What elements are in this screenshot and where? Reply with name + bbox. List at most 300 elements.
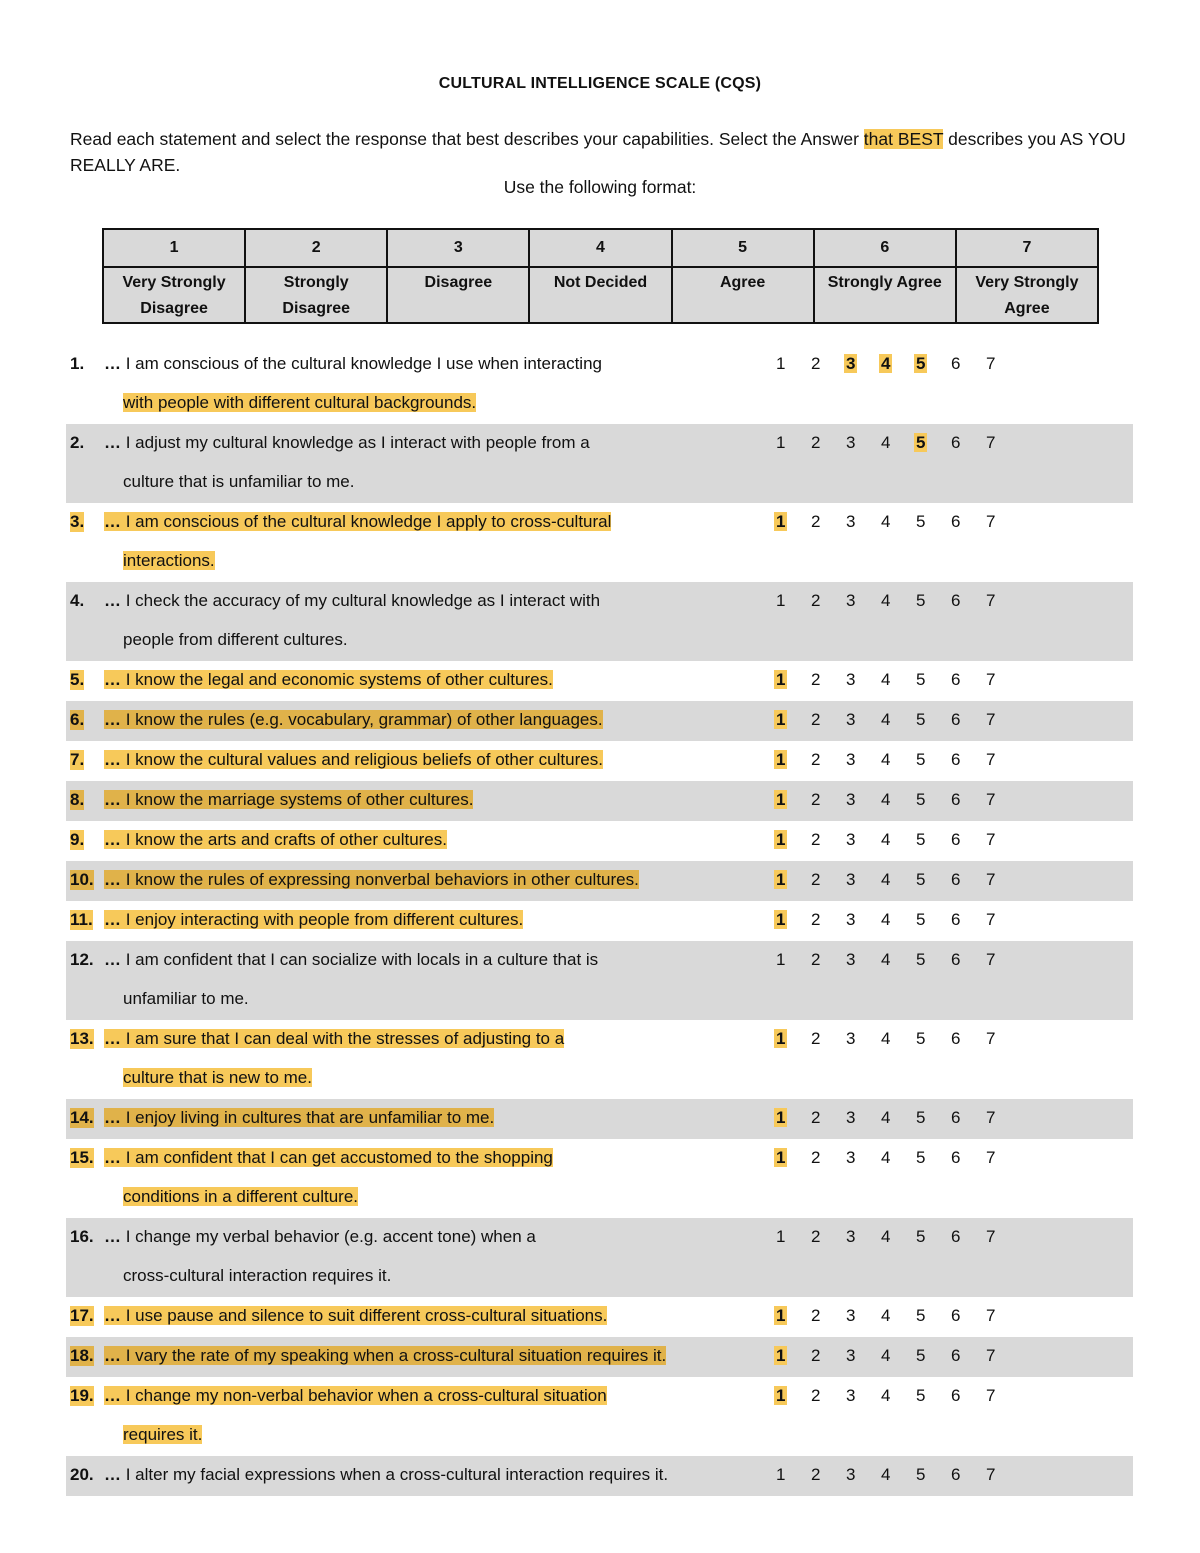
statement-line-1: I alter my facial expressions when a cross-cultural interaction requires it. (121, 1465, 669, 1484)
statement-ellipsis: … (104, 1108, 121, 1127)
statement-continuation (123, 630, 348, 649)
rating-option-6[interactable]: 6 (951, 790, 961, 809)
statement-row (66, 701, 1133, 741)
statement-line-2: unfamiliar to me. (123, 989, 249, 1008)
statement-ellipsis: … (104, 354, 121, 373)
instructions-text: Read each statement and select the response that best describes your capabilities. Select the Answer (70, 129, 864, 149)
rating-option-5[interactable]: 5 (916, 354, 926, 373)
rating-option-7[interactable]: 7 (986, 512, 996, 531)
statement-ellipsis: … (104, 830, 121, 849)
statement-ellipsis: … (104, 433, 121, 452)
rating-option-3[interactable]: 3 (846, 950, 856, 969)
rating-option-1[interactable]: 1 (776, 790, 786, 809)
rating-option-6[interactable]: 6 (951, 433, 961, 452)
scale-number: 3 (387, 229, 529, 267)
statement-text (104, 1346, 824, 1365)
rating-option-1[interactable]: 1 (776, 1465, 786, 1484)
rating-option-3[interactable]: 3 (846, 1148, 856, 1167)
rating-option-6[interactable]: 6 (951, 670, 961, 689)
rating-option-3[interactable]: 3 (846, 512, 856, 531)
rating-option-7[interactable]: 7 (986, 950, 996, 969)
statement-line-1: I know the rules of expressing nonverbal behaviors in other cultures. (121, 870, 639, 889)
rating-option-1[interactable]: 1 (776, 1386, 786, 1405)
statement-line-2: interactions. (123, 551, 215, 570)
rating-option-2[interactable]: 2 (811, 1029, 821, 1048)
statement-continuation (123, 989, 249, 1008)
rating-option-2[interactable]: 2 (811, 1108, 821, 1127)
instructions (70, 126, 1140, 178)
rating-option-4[interactable]: 4 (881, 710, 891, 729)
statement-number: 11. (70, 910, 93, 929)
statement-line-1: I enjoy living in cultures that are unfamiliar to me. (121, 1108, 495, 1127)
rating-option-6[interactable]: 6 (951, 950, 961, 969)
statement-row (66, 861, 1133, 901)
statement-line-2: culture that is new to me. (123, 1068, 312, 1087)
rating-option-2[interactable]: 2 (811, 790, 821, 809)
rating-option-5[interactable]: 5 (916, 591, 926, 610)
statement-line-2: culture that is unfamiliar to me. (123, 472, 355, 491)
scale-number: 5 (672, 229, 814, 267)
rating-option-6[interactable]: 6 (951, 1386, 961, 1405)
rating-option-6[interactable]: 6 (951, 512, 961, 531)
statement-row (66, 781, 1133, 821)
statement-list (66, 345, 1133, 1496)
statement-text (104, 830, 824, 849)
rating-option-7[interactable]: 7 (986, 750, 996, 769)
rating-option-6[interactable]: 6 (951, 1346, 961, 1365)
rating-options (774, 1386, 1019, 1405)
rating-option-6[interactable]: 6 (951, 870, 961, 889)
rating-option-1[interactable]: 1 (776, 1148, 786, 1167)
rating-option-7[interactable]: 7 (986, 1386, 996, 1405)
statement-text (104, 1108, 824, 1127)
statement-line-1: I change my verbal behavior (e.g. accent tone) when a (121, 1227, 536, 1246)
rating-option-3[interactable]: 3 (846, 1346, 856, 1365)
scale-label: Agree (672, 267, 814, 323)
rating-options (774, 1108, 1019, 1127)
rating-option-2[interactable]: 2 (811, 710, 821, 729)
statement-row (66, 821, 1133, 861)
rating-option-3[interactable]: 3 (846, 750, 856, 769)
statement-row (66, 1139, 1133, 1218)
rating-option-5[interactable]: 5 (916, 790, 926, 809)
instructions-text-end: describes you AS YOU REALLY ARE. (70, 129, 1126, 175)
rating-option-1[interactable]: 1 (776, 950, 786, 969)
rating-option-4[interactable]: 4 (881, 950, 891, 969)
statement-ellipsis: … (104, 1227, 121, 1246)
statement-text (104, 1386, 824, 1405)
rating-options (774, 750, 1019, 769)
statement-line-1: I know the rules (e.g. vocabulary, grammar) of other languages. (121, 710, 603, 729)
statement-row (66, 1377, 1133, 1456)
rating-option-3[interactable]: 3 (846, 433, 856, 452)
rating-option-4[interactable]: 4 (881, 1148, 891, 1167)
rating-option-4[interactable]: 4 (881, 1386, 891, 1405)
statement-ellipsis: … (104, 1029, 121, 1048)
statement-continuation (123, 1187, 358, 1206)
rating-option-7[interactable]: 7 (986, 870, 996, 889)
statement-line-1: I am confident that I can socialize with locals in a culture that is (121, 950, 599, 969)
statement-line-1: I check the accuracy of my cultural knowledge as I interact with (121, 591, 601, 610)
rating-option-1[interactable]: 1 (776, 710, 786, 729)
scale-label: Strongly Disagree (245, 267, 387, 323)
scale-label: Very Strongly Agree (956, 267, 1098, 323)
scale-number: 6 (814, 229, 956, 267)
rating-options (774, 1306, 1019, 1325)
rating-option-2[interactable]: 2 (811, 1386, 821, 1405)
rating-option-5[interactable]: 5 (916, 910, 926, 929)
rating-option-2[interactable]: 2 (811, 830, 821, 849)
statement-number: 5. (70, 670, 85, 689)
statement-text (104, 1029, 824, 1048)
scale-number-row (103, 229, 1098, 267)
statement-ellipsis: … (104, 950, 121, 969)
format-line: Use the following format: (503, 177, 697, 197)
rating-option-6[interactable]: 6 (951, 1108, 961, 1127)
rating-option-4[interactable]: 4 (881, 512, 891, 531)
rating-option-5[interactable]: 5 (916, 1386, 926, 1405)
statement-line-1: I know the legal and economic systems of other cultures. (121, 670, 553, 689)
scale-table (102, 228, 1099, 324)
statement-number: 17. (70, 1306, 94, 1325)
rating-option-5[interactable]: 5 (916, 1306, 926, 1325)
statement-number: 15. (70, 1148, 94, 1167)
rating-option-7[interactable]: 7 (986, 1148, 996, 1167)
rating-option-2[interactable]: 2 (811, 1346, 821, 1365)
rating-option-7[interactable]: 7 (986, 1346, 996, 1365)
rating-option-5[interactable]: 5 (916, 1029, 926, 1048)
rating-option-1[interactable]: 1 (776, 1227, 786, 1246)
statement-number: 3. (70, 512, 85, 531)
statement-row (66, 1456, 1133, 1496)
statement-number: 8. (70, 790, 85, 809)
rating-option-6[interactable]: 6 (951, 750, 961, 769)
statement-row (66, 345, 1133, 424)
rating-option-5[interactable]: 5 (916, 512, 926, 531)
statement-number: 7. (70, 750, 85, 769)
rating-option-7[interactable]: 7 (986, 1306, 996, 1325)
rating-option-6[interactable]: 6 (951, 830, 961, 849)
rating-option-7[interactable]: 7 (986, 910, 996, 929)
statement-text (104, 1227, 824, 1246)
rating-option-1[interactable]: 1 (776, 1108, 786, 1127)
rating-option-7[interactable]: 7 (986, 790, 996, 809)
rating-option-3[interactable]: 3 (846, 830, 856, 849)
rating-option-5[interactable]: 5 (916, 870, 926, 889)
rating-option-5[interactable]: 5 (916, 950, 926, 969)
rating-option-4[interactable]: 4 (881, 1029, 891, 1048)
rating-option-3[interactable]: 3 (846, 1386, 856, 1405)
rating-option-2[interactable]: 2 (811, 670, 821, 689)
rating-option-3[interactable]: 3 (846, 910, 856, 929)
statement-number: 16. (70, 1227, 94, 1246)
rating-option-2[interactable]: 2 (811, 1306, 821, 1325)
rating-options (774, 790, 1019, 809)
statement-row (66, 661, 1133, 701)
statement-line-2: requires it. (123, 1425, 203, 1444)
rating-options (774, 433, 1019, 452)
rating-options (774, 354, 1019, 373)
statement-ellipsis: … (104, 710, 121, 729)
statement-ellipsis: … (104, 1465, 121, 1484)
statement-line-1: I know the arts and crafts of other cultures. (121, 830, 447, 849)
statement-line-2: conditions in a different culture. (123, 1187, 358, 1206)
statement-line-1: I am sure that I can deal with the stresses of adjusting to a (121, 1029, 565, 1048)
rating-option-4[interactable]: 4 (881, 591, 891, 610)
rating-option-3[interactable]: 3 (846, 870, 856, 889)
rating-option-4[interactable]: 4 (881, 1227, 891, 1246)
statement-text (104, 512, 824, 531)
rating-option-6[interactable]: 6 (951, 1465, 961, 1484)
rating-option-1[interactable]: 1 (776, 750, 786, 769)
rating-option-3[interactable]: 3 (846, 1306, 856, 1325)
statement-continuation (123, 1068, 312, 1087)
statement-number: 14. (70, 1108, 94, 1127)
statement-row (66, 941, 1133, 1020)
statement-number: 2. (70, 433, 85, 452)
rating-option-5[interactable]: 5 (916, 1148, 926, 1167)
rating-option-1[interactable]: 1 (776, 433, 786, 452)
statement-text (104, 950, 824, 969)
rating-options (774, 670, 1019, 689)
statement-ellipsis: … (104, 1386, 121, 1405)
rating-options (774, 870, 1019, 889)
rating-option-2[interactable]: 2 (811, 354, 821, 373)
rating-option-1[interactable]: 1 (776, 830, 786, 849)
rating-options (774, 1227, 1019, 1246)
rating-option-2[interactable]: 2 (811, 1148, 821, 1167)
rating-option-7[interactable]: 7 (986, 1029, 996, 1048)
rating-option-5[interactable]: 5 (916, 1346, 926, 1365)
rating-option-7[interactable]: 7 (986, 710, 996, 729)
scale-number: 7 (956, 229, 1098, 267)
rating-option-4[interactable]: 4 (881, 750, 891, 769)
statement-ellipsis: … (104, 910, 121, 929)
rating-option-1[interactable]: 1 (776, 354, 786, 373)
rating-options (774, 710, 1019, 729)
rating-option-1[interactable]: 1 (776, 591, 786, 610)
statement-text (104, 710, 824, 729)
rating-option-4[interactable]: 4 (881, 1306, 891, 1325)
instructions-highlight: that BEST (863, 129, 944, 149)
rating-option-5[interactable]: 5 (916, 710, 926, 729)
statement-text (104, 910, 824, 929)
page-title: CULTURAL INTELLIGENCE SCALE (CQS) (438, 75, 762, 92)
statement-row (66, 1020, 1133, 1099)
rating-option-4[interactable]: 4 (881, 1465, 891, 1484)
statement-ellipsis: … (104, 750, 121, 769)
rating-option-4[interactable]: 4 (881, 433, 891, 452)
rating-option-1[interactable]: 1 (776, 512, 786, 531)
rating-option-4[interactable]: 4 (881, 870, 891, 889)
statement-text (104, 1306, 824, 1325)
statement-continuation (123, 1425, 202, 1444)
statement-continuation (123, 551, 215, 570)
statement-number: 19. (70, 1386, 94, 1405)
rating-option-5[interactable]: 5 (916, 1227, 926, 1246)
statement-line-2: people from different cultures. (123, 630, 348, 649)
statement-row (66, 424, 1133, 503)
statement-ellipsis: … (104, 670, 121, 689)
rating-option-6[interactable]: 6 (951, 910, 961, 929)
statement-ellipsis: … (104, 870, 121, 889)
rating-options (774, 910, 1019, 929)
rating-option-3[interactable]: 3 (846, 1465, 856, 1484)
rating-option-2[interactable]: 2 (811, 1465, 821, 1484)
rating-option-7[interactable]: 7 (986, 354, 996, 373)
rating-option-4[interactable]: 4 (881, 354, 891, 373)
rating-option-3[interactable]: 3 (846, 1227, 856, 1246)
statement-row (66, 503, 1133, 582)
rating-options (774, 1346, 1019, 1365)
statement-line-1: I enjoy interacting with people from different cultures. (121, 910, 524, 929)
rating-option-4[interactable]: 4 (881, 1346, 891, 1365)
statement-line-1: I am confident that I can get accustomed to the shopping (121, 1148, 553, 1167)
statement-line-1: I know the cultural values and religious beliefs of other cultures. (121, 750, 603, 769)
scale-label: Disagree (387, 267, 529, 323)
statement-number: 20. (70, 1465, 94, 1484)
statement-number: 13. (70, 1029, 94, 1048)
statement-continuation (123, 393, 476, 412)
statement-ellipsis: … (104, 790, 121, 809)
rating-options (774, 1029, 1019, 1048)
rating-option-2[interactable]: 2 (811, 591, 821, 610)
statement-text (104, 1148, 824, 1167)
statement-line-1: I know the marriage systems of other cultures. (121, 790, 474, 809)
rating-option-3[interactable]: 3 (846, 670, 856, 689)
statement-number: 6. (70, 710, 85, 729)
rating-option-5[interactable]: 5 (916, 433, 926, 452)
statement-ellipsis: … (104, 1306, 121, 1325)
scale-label-row (103, 267, 1098, 323)
rating-option-6[interactable]: 6 (951, 710, 961, 729)
rating-option-1[interactable]: 1 (776, 670, 786, 689)
rating-option-7[interactable]: 7 (986, 670, 996, 689)
rating-option-4[interactable]: 4 (881, 830, 891, 849)
rating-option-5[interactable]: 5 (916, 750, 926, 769)
rating-option-7[interactable]: 7 (986, 1465, 996, 1484)
statement-text (104, 870, 824, 889)
statement-line-1: I adjust my cultural knowledge as I interact with people from a (121, 433, 590, 452)
statement-text (104, 354, 824, 373)
scale-label: Not Decided (529, 267, 671, 323)
statement-text (104, 750, 824, 769)
scale-number: 1 (103, 229, 245, 267)
rating-option-5[interactable]: 5 (916, 1108, 926, 1127)
rating-option-5[interactable]: 5 (916, 1465, 926, 1484)
rating-option-3[interactable]: 3 (846, 790, 856, 809)
scale-label: Strongly Agree (814, 267, 956, 323)
statement-continuation (123, 472, 354, 491)
rating-option-6[interactable]: 6 (951, 1227, 961, 1246)
statement-row (66, 901, 1133, 941)
statement-text (104, 670, 824, 689)
statement-number: 1. (70, 354, 85, 373)
statement-row (66, 1297, 1133, 1337)
statement-number: 9. (70, 830, 85, 849)
statement-line-1: I use pause and silence to suit different cross-cultural situations. (121, 1306, 608, 1325)
statement-number: 18. (70, 1346, 94, 1365)
statement-line-2: cross-cultural interaction requires it. (123, 1266, 392, 1285)
rating-option-3[interactable]: 3 (846, 354, 856, 373)
rating-option-3[interactable]: 3 (846, 1029, 856, 1048)
statement-row (66, 582, 1133, 661)
rating-option-4[interactable]: 4 (881, 670, 891, 689)
rating-option-6[interactable]: 6 (951, 354, 961, 373)
statement-number: 10. (70, 870, 94, 889)
rating-option-2[interactable]: 2 (811, 870, 821, 889)
rating-option-1[interactable]: 1 (776, 1306, 786, 1325)
rating-option-1[interactable]: 1 (776, 1346, 786, 1365)
rating-option-5[interactable]: 5 (916, 670, 926, 689)
rating-option-7[interactable]: 7 (986, 591, 996, 610)
rating-options (774, 512, 1019, 531)
rating-option-1[interactable]: 1 (776, 870, 786, 889)
statement-text (104, 790, 824, 809)
statement-line-1: I am conscious of the cultural knowledge I apply to cross-cultural (121, 512, 612, 531)
rating-option-2[interactable]: 2 (811, 512, 821, 531)
rating-options (774, 1465, 1019, 1484)
statement-ellipsis: … (104, 1346, 121, 1365)
statement-line-1: I vary the rate of my speaking when a cross-cultural situation requires it. (121, 1346, 667, 1365)
rating-option-7[interactable]: 7 (986, 830, 996, 849)
rating-option-7[interactable]: 7 (986, 433, 996, 452)
rating-option-2[interactable]: 2 (811, 950, 821, 969)
statement-line-1: I am conscious of the cultural knowledge I use when interacting (121, 354, 602, 373)
rating-option-7[interactable]: 7 (986, 1227, 996, 1246)
rating-option-3[interactable]: 3 (846, 1108, 856, 1127)
statement-number: 4. (70, 591, 85, 610)
statement-text (104, 433, 824, 452)
rating-options (774, 950, 1019, 969)
rating-option-6[interactable]: 6 (951, 591, 961, 610)
rating-option-2[interactable]: 2 (811, 1227, 821, 1246)
statement-row (66, 1218, 1133, 1297)
statement-ellipsis: … (104, 1148, 121, 1167)
scale-number: 2 (245, 229, 387, 267)
statement-text (104, 1465, 824, 1484)
rating-option-1[interactable]: 1 (776, 1029, 786, 1048)
rating-options (774, 1148, 1019, 1167)
rating-option-4[interactable]: 4 (881, 790, 891, 809)
statement-ellipsis: … (104, 591, 121, 610)
rating-option-2[interactable]: 2 (811, 750, 821, 769)
rating-option-4[interactable]: 4 (881, 910, 891, 929)
rating-option-6[interactable]: 6 (951, 1306, 961, 1325)
statement-row (66, 1337, 1133, 1377)
rating-option-6[interactable]: 6 (951, 1148, 961, 1167)
rating-option-1[interactable]: 1 (776, 910, 786, 929)
rating-option-6[interactable]: 6 (951, 1029, 961, 1048)
statement-ellipsis: … (104, 512, 121, 531)
statement-text (104, 591, 824, 610)
rating-option-2[interactable]: 2 (811, 910, 821, 929)
statement-row (66, 741, 1133, 781)
rating-options (774, 591, 1019, 610)
rating-option-2[interactable]: 2 (811, 433, 821, 452)
rating-options (774, 830, 1019, 849)
statement-continuation (123, 1266, 391, 1285)
rating-option-7[interactable]: 7 (986, 1108, 996, 1127)
rating-option-3[interactable]: 3 (846, 710, 856, 729)
statement-number: 12. (70, 950, 94, 969)
scale-number: 4 (529, 229, 671, 267)
rating-option-5[interactable]: 5 (916, 830, 926, 849)
rating-option-3[interactable]: 3 (846, 591, 856, 610)
statement-row (66, 1099, 1133, 1139)
statement-line-1: I change my non-verbal behavior when a cross-cultural situation (121, 1386, 607, 1405)
rating-option-4[interactable]: 4 (881, 1108, 891, 1127)
